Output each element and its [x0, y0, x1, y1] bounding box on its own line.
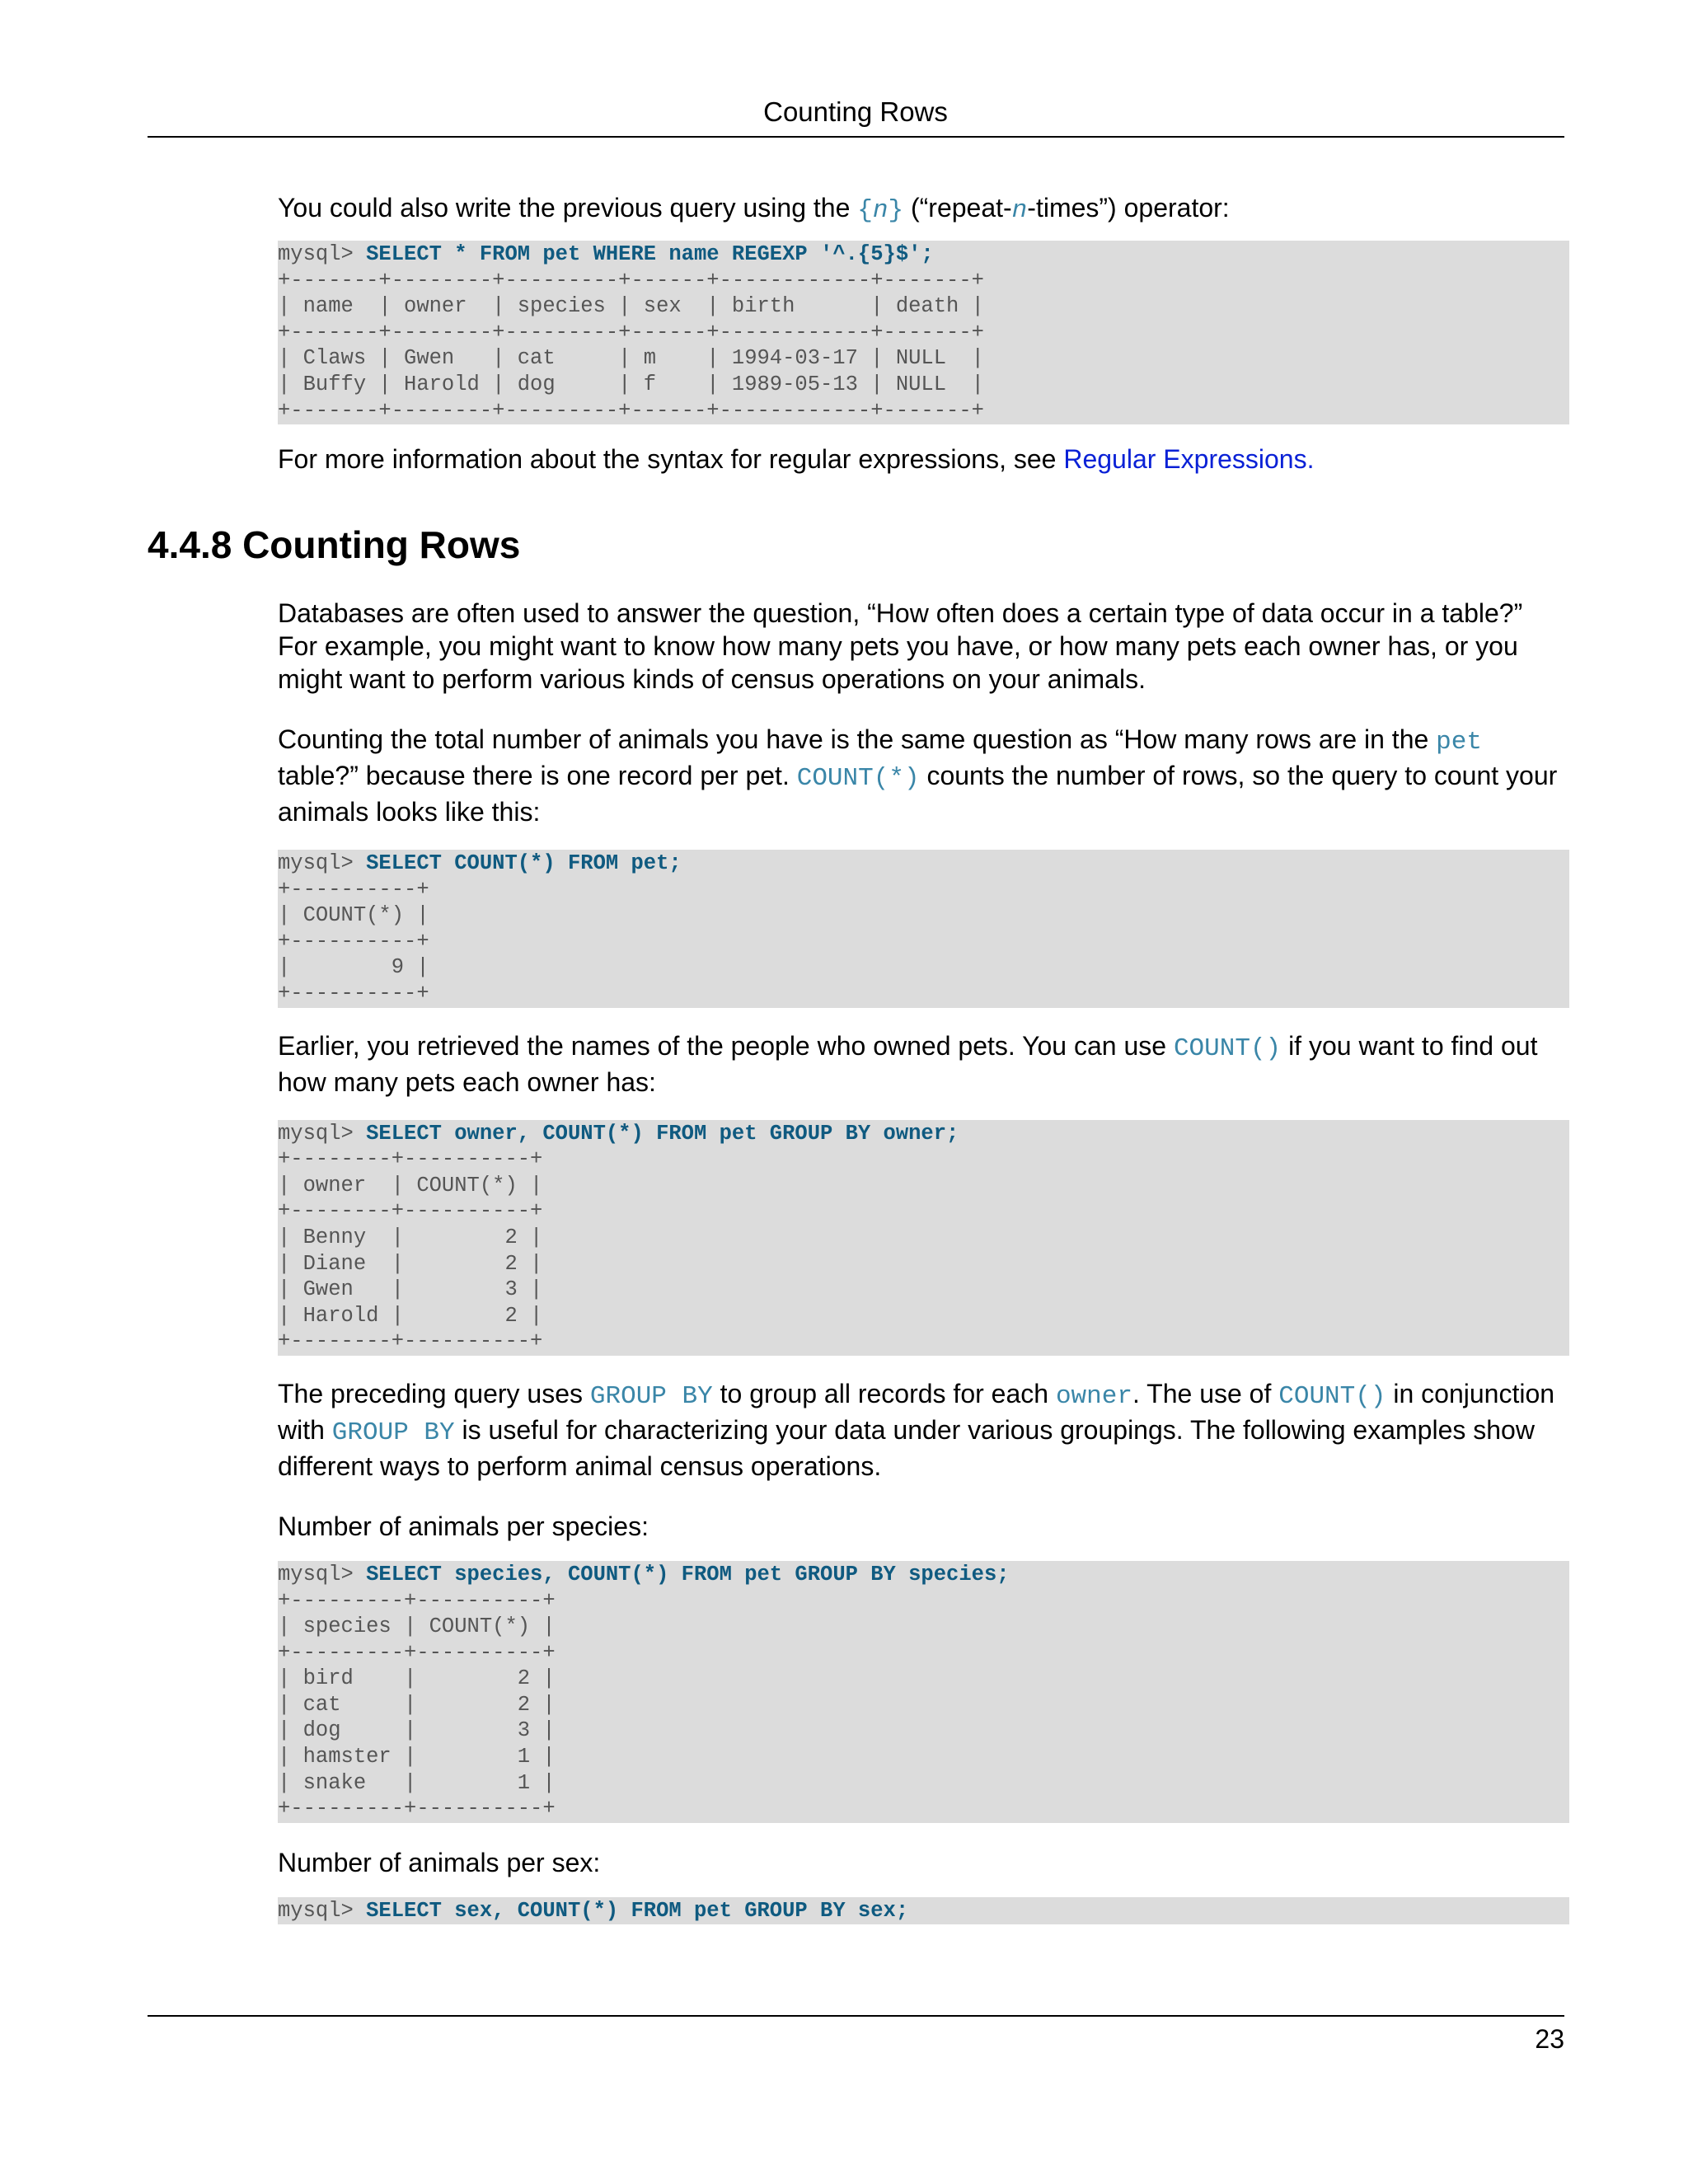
inline-code-n: n: [872, 196, 889, 225]
inline-code-group-by: GROUP BY: [331, 1418, 455, 1447]
mysql-prompt: mysql>: [278, 851, 367, 875]
page-content: [278, 191, 1569, 476]
paragraph-text: The preceding query uses: [278, 1378, 590, 1408]
inline-code-repeat-operator: {n}: [857, 196, 904, 225]
query-result-table: +----------+ | COUNT(*) | +----------+ | 9 | +----------+: [278, 877, 429, 1005]
more-info-text: For more information about the syntax for regular expressions, see: [278, 444, 1064, 475]
intro-text: (“repeat-: [903, 193, 1012, 223]
paragraph-text: . The use of: [1132, 1378, 1279, 1408]
header-rule: [148, 136, 1564, 138]
code-block-group-by-owner: [278, 1120, 1569, 1356]
inline-code-group-by: GROUP BY: [589, 1381, 713, 1411]
query-result-table: +--------+----------+ | owner | COUNT(*) | +--------+----------+ | Benny | 2 | | Diane | 2 | | Gwen | 3 | | Harold | 2 | +--------+----------+: [278, 1147, 543, 1354]
paragraph-text: table?” because there is one record per pet.: [278, 761, 797, 790]
inline-code-owner: owner: [1055, 1381, 1132, 1411]
paragraph-preceding-query: [278, 1377, 1569, 1483]
sql-command: SELECT * FROM pet WHERE name REGEXP '^.{5}$';: [366, 242, 934, 266]
inline-code-count-star: COUNT(*): [796, 764, 920, 793]
inline-code-pet: pet: [1436, 728, 1482, 757]
paragraph-text: if you want to find out how many pets each owner has:: [278, 1030, 1538, 1097]
query-result-table: +-------+--------+---------+------+------------+-------+ | name | owner | species | sex | birth | death | +-------+--------+---------+------+------------+-------+ | Claws | Gwen | cat | m | 1994-03-17 | NULL | | Buffy | Harold | dog | f | 1989-05-13 | NULL | +-------+--------+---------+------+------------+-------+: [278, 268, 984, 423]
paragraph-text: to group all records for each: [712, 1378, 1056, 1408]
paragraph-databases: Databases are often used to answer the question, “How often does a certain type of data occur in a table?” For example, you might want to know how many pets you have, or how many pets each owner has, or you might want to perform various kinds of census operations on your animals.: [278, 598, 1523, 694]
paragraph-text: counts the number of rows, so the query to count your animals looks like this:: [278, 761, 1558, 827]
code-block-regexp: [278, 241, 1569, 424]
query-result-table: +---------+----------+ | species | COUNT(*) | +---------+----------+ | bird | 2 | | cat | 2 | | dog | 3 | | hamster | 1 | | snake | 1 | +---------+----------+: [278, 1588, 556, 1821]
sql-command: SELECT sex, COUNT(*) FROM pet GROUP BY sex;: [366, 1898, 909, 1923]
mysql-prompt: mysql>: [278, 1898, 367, 1923]
sql-command: SELECT owner, COUNT(*) FROM pet GROUP BY owner;: [366, 1121, 959, 1146]
intro-paragraph: [278, 191, 1569, 227]
page-header-title: Counting Rows: [763, 96, 948, 127]
inline-code-count: COUNT(): [1278, 1381, 1386, 1411]
inline-code-count: COUNT(): [1173, 1033, 1282, 1063]
more-info-paragraph: [278, 443, 1569, 476]
inline-code-n: n: [1011, 196, 1028, 225]
mysql-prompt: mysql>: [278, 1562, 367, 1586]
section-heading: 4.4.8 Counting Rows: [148, 523, 521, 566]
paragraph-text: Counting the total number of animals you have is the same question as “How many rows are in the: [278, 724, 1437, 754]
paragraph-earlier: [278, 1029, 1569, 1099]
intro-text: You could also write the previous query using the: [278, 193, 858, 223]
mysql-prompt: mysql>: [278, 1121, 367, 1146]
sql-command: SELECT species, COUNT(*) FROM pet GROUP BY species;: [366, 1562, 1010, 1586]
paragraph-counting-total: [278, 723, 1569, 828]
link-period: .: [1306, 444, 1315, 475]
page-number: 23: [1535, 2024, 1564, 2054]
paragraph-text: Earlier, you retrieved the names of the people who owned pets. You can use: [278, 1030, 1174, 1061]
paragraph-per-sex: Number of animals per sex:: [278, 1847, 601, 1877]
code-block-group-by-species: [278, 1561, 1569, 1823]
code-block-group-by-sex: [278, 1897, 1569, 1925]
section-content: [278, 597, 1569, 1924]
paragraph-per-species: Number of animals per species:: [278, 1511, 649, 1541]
mysql-prompt: mysql>: [278, 242, 367, 266]
code-block-count: [278, 850, 1569, 1008]
paragraph-text: is useful for characterizing your data under various groupings. The following examples show different ways to perform animal census operations.: [278, 1414, 1535, 1481]
intro-text: -times”) operator:: [1027, 193, 1230, 223]
regular-expressions-link[interactable]: Regular Expressions: [1063, 444, 1307, 475]
footer-rule: [148, 2015, 1564, 2017]
sql-command: SELECT COUNT(*) FROM pet;: [366, 851, 682, 875]
paragraph-text: in conjunction with: [278, 1378, 1555, 1445]
